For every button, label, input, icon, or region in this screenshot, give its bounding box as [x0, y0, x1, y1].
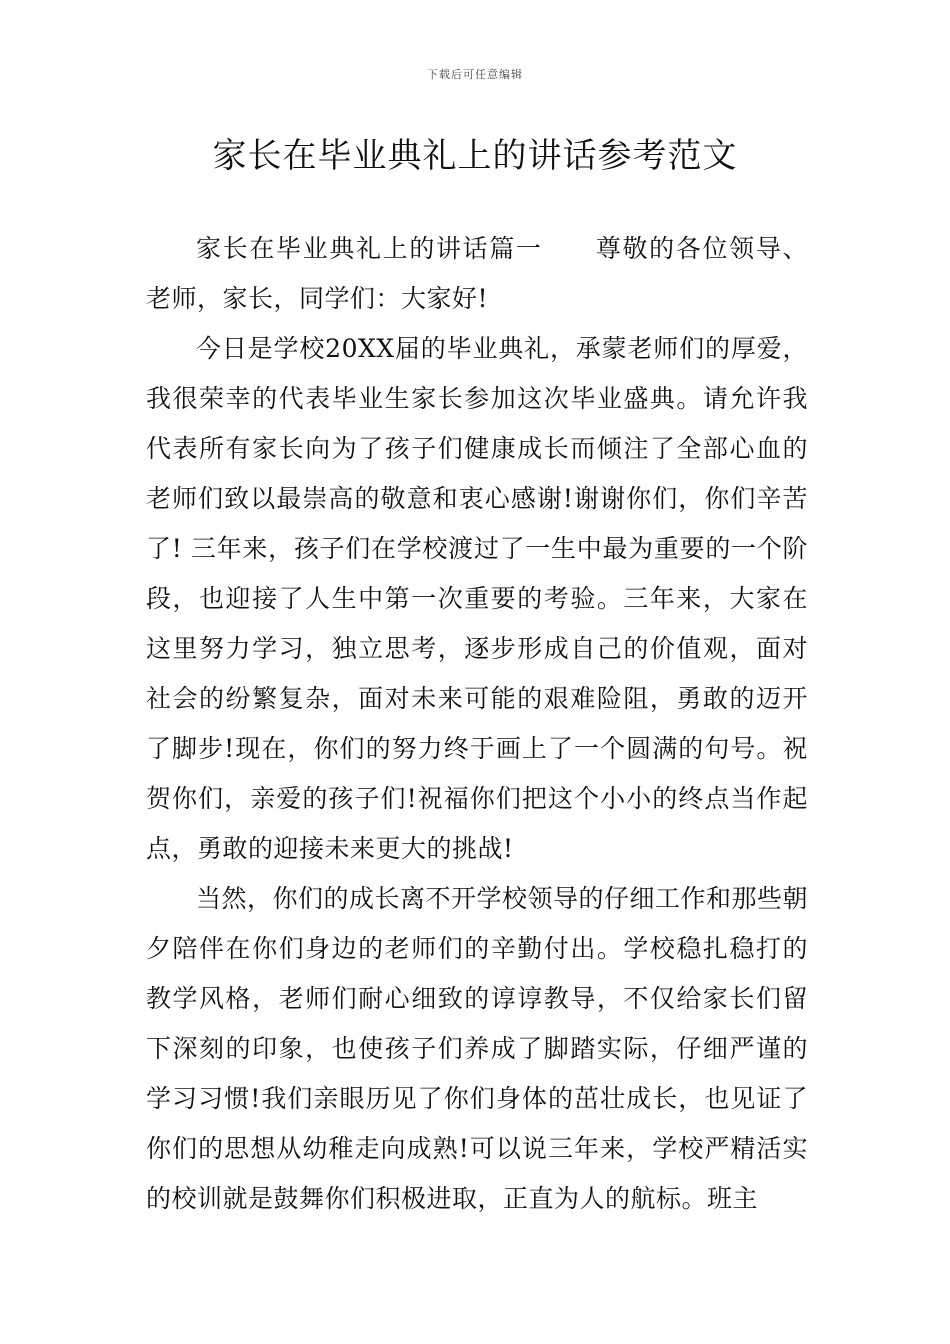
- page-header-note: 下载后可任意编辑: [427, 68, 523, 81]
- document-title: 家长在毕业典礼上的讲话参考范文: [212, 136, 738, 176]
- intro-paragraph: [146, 224, 808, 324]
- body-paragraph-1: 今日是学校20XX届的毕业典礼，承蒙老师们的厚爱，我很荣幸的代表毕业生家长参加这次毕业盛典。请允许我代表所有家长向为了孩子们健康成长而倾注了全部心血的老师们致以最崇高的敬意和衷心感谢!谢谢你们，你们辛苦了! 三年来，孩子们在学校渡过了一生中最为重要的一个阶段，也迎接了人生中第一次重要的考验。三年来，大家在这里努力学习，独立思考，逐步形成自己的价值观，面对社会的纷繁复杂，面对未来可能的艰难险阻，勇敢的迈开了脚步!现在，你们的努力终于画上了一个圆满的句号。祝贺你们，亲爱的孩子们!祝福你们把这个小小的终点当作起点，勇敢的迎接未来更大的挑战!: [146, 334, 808, 863]
- body-paragraph-2: 当然，你们的成长离不开学校领导的仔细工作和那些朝夕陪伴在你们身边的老师们的辛勤付出。学校稳扎稳打的教学风格，老师们耐心细致的谆谆教导，不仅给家长们留下深刻的印象，也使孩子们养成了脚踏实际，仔细严谨的学习习惯!我们亲眼历见了你们身体的茁壮成长，也见证了你们的思想从幼稚走向成熟!可以说三年来，学校严精活实的校训就是鼓舞你们积极进取，正直为人的航标。班主: [146, 884, 809, 1213]
- intro-label: 家长在毕业典礼上的讲话篇一: [196, 234, 543, 263]
- document-body: [146, 224, 808, 1224]
- intro-greeting: 尊敬的各位领导、老师，家长，同学们：大家好!: [146, 234, 808, 313]
